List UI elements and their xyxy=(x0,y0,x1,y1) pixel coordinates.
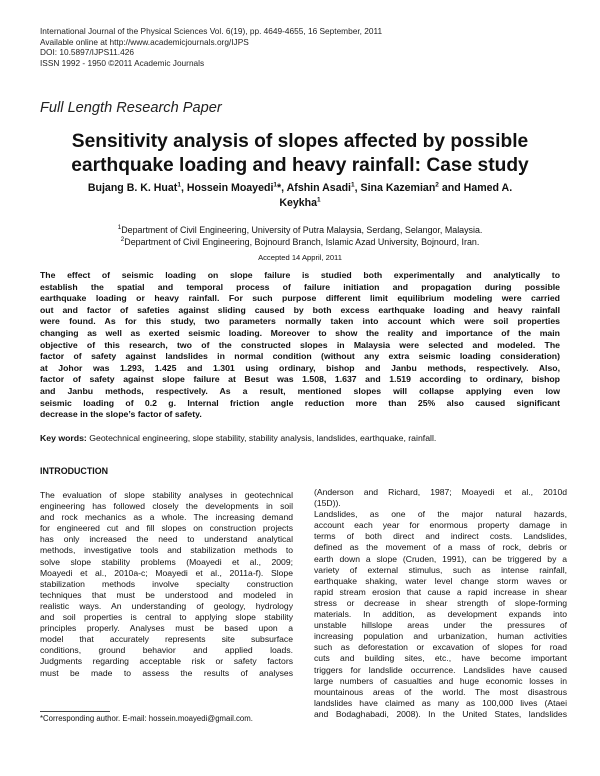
body-line: methods, investigative tools and stabilization methods to xyxy=(40,545,293,556)
abstract-line: factor of safety against slope failure at Besut was 1.508, 1.637 and 1.519 according to ordinary, bishop xyxy=(40,374,560,385)
affiliation-marker: 1 xyxy=(317,195,321,203)
body-line: principles properly. Analyses must be based upon a xyxy=(40,623,293,634)
keywords-text: Geotechnical engineering, slope stability, stability analysis, landslides, earthquake, rainfall. xyxy=(89,433,437,443)
corresponding-marker: * xyxy=(277,182,282,194)
body-line: stabilization methods involve specialty construction xyxy=(40,578,293,589)
left-column xyxy=(40,490,293,679)
paper-title xyxy=(40,130,560,178)
abstract-line: factor of safety against landslides in normal condition (without any extra seismic loading consideration) xyxy=(40,351,560,362)
title-line: Sensitivity analysis of slopes affected by possible xyxy=(71,131,529,152)
body-line: solve slope stability problems (Moayedi et al., 2009; xyxy=(40,556,293,567)
body-line: realistic ways. An understanding of geology, hydrology xyxy=(40,600,293,611)
author-name: Keykha xyxy=(279,196,318,209)
journal-header xyxy=(40,26,382,68)
author-name: Hamed A. xyxy=(463,182,513,194)
body-line: large numbers of casualties and huge economic losses in xyxy=(314,675,567,686)
author-line xyxy=(40,196,560,211)
body-line: rapid stream erosion that cause a rapid increase in shear xyxy=(314,586,567,597)
author-name: Hossein Moayedi xyxy=(186,182,274,194)
affiliation-number: 1 xyxy=(117,224,122,232)
affiliation-marker: 1 xyxy=(177,181,181,189)
abstract-line: out and factor of safeties against sliding caused by both excess earthquake loading and heavy rainfall xyxy=(40,304,560,315)
journal-url: Available online at http://www.academicjournals.org/IJPS xyxy=(40,36,249,47)
abstract-line: decrease in the slope’s factor of safety. xyxy=(40,409,202,420)
right-column xyxy=(314,487,567,720)
body-line: and rock mechanics as a whole. The increasing demand xyxy=(40,512,293,523)
corresponding-author-footnote: *Corresponding author. E-mail: hossein.moayedi@gmail.com. xyxy=(40,714,253,723)
abstract-line: objective of this research, two of the constructed slopes in Malaysia were selected and modeled. The xyxy=(40,339,560,350)
body-line: stress or decrease in shear strength of slope-forming xyxy=(314,597,567,608)
body-line: model that accurately represents site subsurface xyxy=(40,634,293,645)
body-line: Landslides, as one of the major natural hazards, xyxy=(314,509,567,520)
issn: ISSN 1992 - 1950 ©2011 Academic Journals xyxy=(40,57,205,68)
doi: DOI: 10.5897/IJPS11.426 xyxy=(40,47,134,58)
paper-type: Full Length Research Paper xyxy=(40,100,222,116)
body-line: techniques that must be understood and modeled in xyxy=(40,589,293,600)
body-line: earthquake shaking, water level change storm waves or xyxy=(314,575,567,586)
body-line: such as deforestation or excavation of slopes for road xyxy=(314,642,567,653)
body-line: engineering has followed closely the developments in soil xyxy=(40,501,293,512)
body-line: earth down a slope (Cruden, 1991), can be triggered by a xyxy=(314,553,567,564)
body-line: defined as the movement of a mass of rock, debris or xyxy=(314,542,567,553)
body-line: for engineered cut and fill slopes on construction projects xyxy=(40,523,293,534)
abstract-line: The effect of seismic loading on slope failure is studied both experimentally and analytically to xyxy=(40,270,560,280)
affiliation xyxy=(40,224,560,236)
body-line: conditions, ground behavior and applied loads. xyxy=(40,645,293,656)
affiliation-text: Department of Civil Engineering, University of Putra Malaysia, Serdang, Selangor, Malaysia. xyxy=(121,225,483,235)
journal-citation: International Journal of the Physical Sciences Vol. 6(19), pp. 4649-4655, 16 September, 2011 xyxy=(40,26,383,36)
body-line: and soil properties is central to applying slope stability xyxy=(40,612,293,623)
section-heading: INTRODUCTION xyxy=(40,466,109,476)
body-line: landslides have claimed as many as 100,000 lives (Ataei xyxy=(314,697,567,708)
body-line: variety of external stimulus, such as intense rainfall, xyxy=(314,564,567,575)
title-line: earthquake loading and heavy rainfall: Case study xyxy=(71,155,529,176)
author-name: Bujang B. K. Huat xyxy=(87,182,178,194)
body-line: and Bodaghabadi, 2008). In the United States, landslides xyxy=(314,708,567,719)
body-line: triggers for landslide occurrence. Landslides have caused xyxy=(314,664,567,675)
body-line: materials. In addition, as development expands into xyxy=(314,609,567,620)
abstract-line: were found. As for this study, two parameters normally taken into account which were soil properties xyxy=(40,316,560,327)
keywords-label: Key words: xyxy=(40,433,87,443)
author-line: Bujang B. K. Huat$^1$, Hossein Moayedi$^1$*, Afshin Asadi$^1$, Sina Kazemian$^2$ and Hamed A. xyxy=(87,181,513,194)
abstract-line: seismic loading of 0.2 g. Internal friction angle reduction more than 25% also caused significant xyxy=(40,397,560,408)
author-list xyxy=(40,181,560,210)
body-line: has only increased the need to understand analytical xyxy=(40,534,293,545)
body-line: (Anderson and Richard, 1987; Moayedi et al., 2010d xyxy=(314,487,567,497)
body-line: unstable hillslope areas under the pressures of xyxy=(314,620,567,631)
affiliation-text: Department of Civil Engineering, Bojnourd Branch, Islamic Azad University, Bojnourd, Iran. xyxy=(124,237,480,248)
abstract xyxy=(40,270,560,421)
body-line: (15D)). xyxy=(314,498,341,509)
affiliation xyxy=(40,236,560,248)
affiliations xyxy=(40,224,560,249)
abstract-line: establish the spatial and temporal process of failure initiation and propagation during possible xyxy=(40,281,560,292)
affiliation-marker: 2 xyxy=(435,181,439,189)
keywords xyxy=(40,433,560,443)
author-name: Afshin Asadi xyxy=(286,182,351,194)
affiliation-marker: 1 xyxy=(273,181,278,189)
body-line: account each year for enormous property damage in xyxy=(314,520,567,531)
body-line: Judgments regarding acceptable risk or safety factors xyxy=(40,656,293,667)
footnote-rule xyxy=(40,711,110,712)
affiliation-number: 2 xyxy=(120,236,125,244)
affiliation-marker: 1 xyxy=(351,181,355,189)
body-line: The evaluation of slope stability analyses in geotechnical xyxy=(40,490,293,500)
abstract-line: and Janbu methods, respectively. As a result, mentioned slopes will collapse applying even low xyxy=(40,385,560,396)
accepted-date: Accepted 14 Appril, 2011 xyxy=(258,253,342,262)
body-line: terms of both direct and indirect costs. Landslides, xyxy=(314,531,567,542)
abstract-line: at Johor was 1.293, 1.425 and 1.301 using ordinary, bishop and Janbu methods, respectively. Also, xyxy=(40,362,560,373)
author-conjunction: and xyxy=(441,182,461,194)
author-name: Sina Kazemian xyxy=(360,182,436,194)
abstract-line: changing as well as exerted seismic loading. Moreover to show the reality and importance of the main xyxy=(40,327,560,338)
body-line: mountainous areas of the world. The most disastrous xyxy=(314,686,567,697)
body-line: must be made to assess the results of analyses xyxy=(40,667,293,678)
body-line: cuts and building sites, etc., have become important xyxy=(314,653,567,664)
body-line: increasing population and urbanization, human activities xyxy=(314,631,567,642)
body-line: Moayedi et al., 2010a-c; Moayedi et al., 2011a-f). Slope xyxy=(40,567,293,578)
abstract-line: earthquake loading or heavy rainfall. For such purpose different limit equilibrium modeling were carried xyxy=(40,293,560,304)
